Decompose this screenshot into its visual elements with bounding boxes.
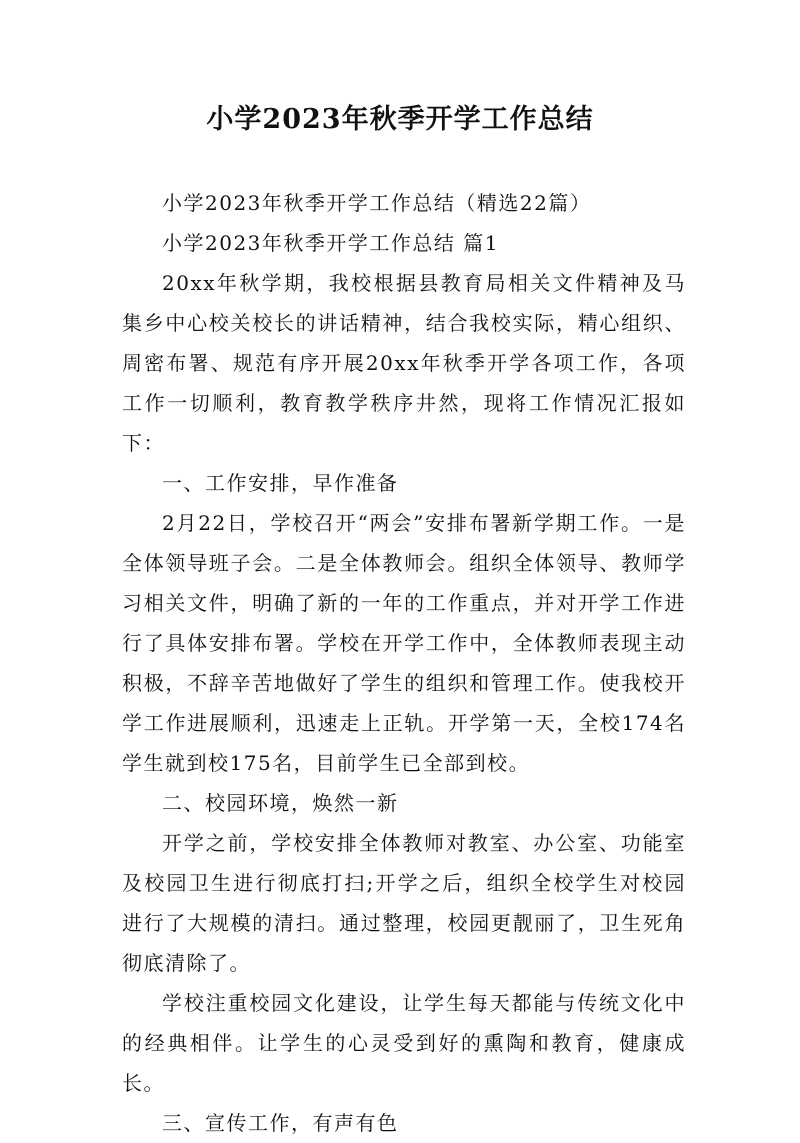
section-heading: 二、校园环境，焕然一新 <box>162 791 399 815</box>
body-paragraph: 2月22日，学校召开“两会”安排布署新学期工作。一是全体领导班子会。二是全体教师会。组织全体领导、教师学习相关文件，明确了新的一年的工作重点，并对开学工作进行了具体安排布署。学校在开学工作中，全体教师表现主动积极，不辞辛苦地做好了学生的组织和管理工作。使我校开学工作进展顺利，迅速走上正轨。开学第一天，全校174名学生就到校175名，目前学生已全部到校。 <box>122 511 686 775</box>
section-heading: 一、工作安排，早作准备 <box>162 471 399 495</box>
body-paragraph: 20xx年秋学期，我校根据县教育局相关文件精神及马集乡中心校关校长的讲话精神，结合我校实际，精心组织、周密布署、规范有序开展20xx年秋季开学各项工作，各项工作一切顺利，教育教学秩序井然，现将工作情况汇报如下： <box>122 271 686 455</box>
body-paragraph: 学校注重校园文化建设，让学生每天都能与传统文化中的经典相伴。让学生的心灵受到好的熏陶和教育，健康成长。 <box>122 991 686 1095</box>
body-paragraph: 开学之前，学校安排全体教师对教室、办公室、功能室及校园卫生进行彻底打扫;开学之后，组织全校学生对校园进行了大规模的清扫。通过整理，校园更靓丽了，卫生死角彻底清除了。 <box>122 831 686 975</box>
document-title: 小学2023年秋季开学工作总结 <box>206 104 594 135</box>
section-heading: 三、宣传工作，有声有色 <box>162 1111 399 1135</box>
section-heading: 小学2023年秋季开学工作总结 篇1 <box>162 231 499 255</box>
subtitle-paragraph: 小学2023年秋季开学工作总结（精选22篇） <box>162 191 592 215</box>
document-body <box>122 183 686 1143</box>
